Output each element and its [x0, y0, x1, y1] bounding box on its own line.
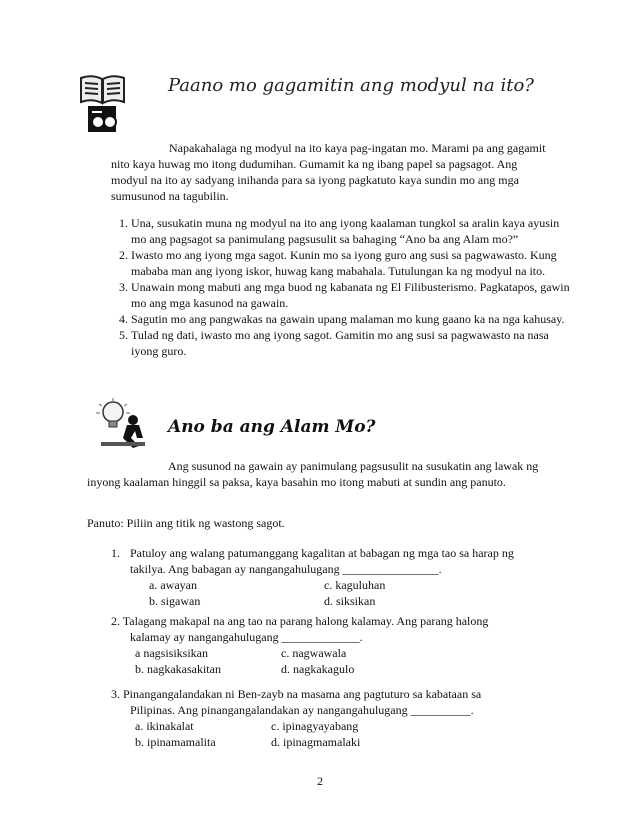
lightbulb-thinker-icon: [93, 398, 153, 450]
choice-b[interactable]: b. nagkakasakitan: [135, 662, 221, 676]
answer-choices: [149, 577, 551, 609]
choice-b[interactable]: b. sigawan: [149, 594, 201, 608]
instruction-step: 5. Tulad ng dati, iwasto mo ang iyong sagot. Gamitin mo ang susi sa pagwawasto na nasa iyong guro.: [131, 327, 571, 359]
question-1: [111, 545, 551, 609]
book-and-glasses-icon: [78, 72, 128, 136]
section-title-paano: Paano mo gagamitin ang modyul na ito?: [168, 75, 534, 96]
choice-d[interactable]: d. nagkakagulo: [281, 662, 355, 676]
question-number: 1.: [111, 546, 120, 560]
instruction-steps-list: [111, 215, 571, 359]
test-instructions: Panuto: Piliin ang titik ng wastong sagot.: [87, 516, 285, 530]
choice-a[interactable]: a. awayan: [149, 578, 197, 592]
question-text: takilya. Ang babagan ay nangangahulugang ________________.: [130, 562, 442, 576]
question-3: [111, 686, 551, 750]
instruction-step: 4. Sagutin mo ang pangwakas na gawain upang malaman mo kung gaano ka na nga kahusay.: [131, 311, 571, 327]
question-text: Pinangangalandakan ni Ben-zayb na masama ang pagtuturo sa kabataan sa: [123, 687, 482, 701]
choice-d[interactable]: d. siksikan: [324, 594, 376, 608]
question-text: Pilipinas. Ang pinangangalandakan ay nangangahulugang __________.: [130, 703, 474, 717]
choice-b[interactable]: b. ipinamamalita: [135, 735, 216, 749]
instruction-step: 3. Unawain mong mabuti ang mga buod ng kabanata ng El Filibusterismo. Pagkatapos, gawin mo ang mga kasunod na gawain.: [131, 279, 571, 311]
instruction-step: 1. Una, susukatin muna ng modyul na ito ang iyong kaalaman tungkol sa aralin kaya ayusin mo ang pagsagot sa panimulang pagsusulit sa bahaging “Ano ba ang Alam mo?”: [131, 215, 571, 247]
choice-c[interactable]: c. ipinagyayabang: [271, 719, 359, 733]
answer-choices: [135, 718, 551, 750]
choice-c[interactable]: c. kaguluhan: [324, 578, 386, 592]
module-intro-paragraph: Napakahalaga ng modyul na ito kaya pag-ingatan mo. Marami pa ang gagamit nito kaya huwag mo itong dudumihan. Gumamit ka ng ibang papel sa pagsagot. Ang modyul na ito ay sadyang inihanda para sa iyong pagkatuto kaya sundin mo ang mga sumusunod na tagubilin.: [111, 141, 546, 203]
test-intro-paragraph: Ang susunod na gawain ay panimulang pagsusulit na susukatin ang lawak ng inyong kaalaman hinggil sa paksa, kaya basahin mo itong mabuti at sundin ang panuto.: [87, 459, 539, 489]
page-number: 2: [317, 774, 323, 788]
section-title-alam: Ano ba ang Alam Mo?: [168, 417, 376, 437]
choice-c[interactable]: c. nagwawala: [281, 646, 347, 660]
choice-a[interactable]: a nagsisiksikan: [135, 646, 208, 660]
question-2: [111, 613, 551, 677]
choice-a[interactable]: a. ikinakalat: [135, 719, 194, 733]
question-number: 2.: [111, 614, 120, 628]
question-text: Talagang makapal na ang tao na parang halong kalamay. Ang parang halong: [122, 614, 489, 628]
choice-d[interactable]: d. ipinagmamalaki: [271, 735, 361, 749]
instruction-step: 2. Iwasto mo ang iyong mga sagot. Kunin mo sa iyong guro ang susi sa pagwawasto. Kung mababa man ang iyong iskor, huwag kang mabahala. Tutulungan ka ng modyul na ito.: [131, 247, 571, 279]
answer-choices: [135, 645, 551, 677]
question-number: 3.: [111, 687, 120, 701]
question-text: Patuloy ang walang patumanggang kagalitan at babagan ng mga tao sa harap ng: [130, 546, 514, 560]
question-text: kalamay ay nangangahulugang _____________.: [130, 630, 363, 644]
